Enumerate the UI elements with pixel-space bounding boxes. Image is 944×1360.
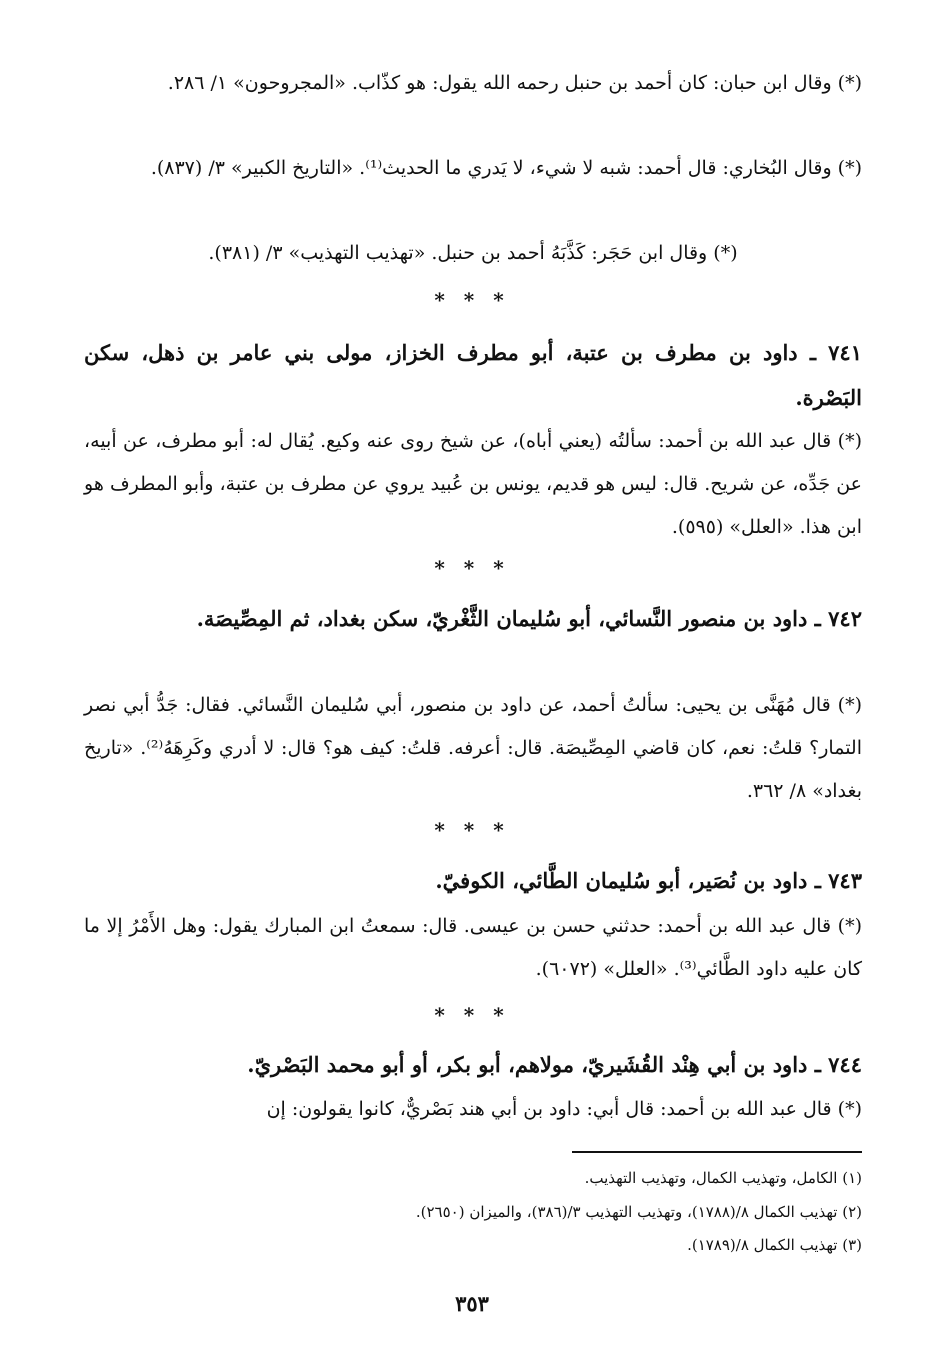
entry-heading-741: ٧٤١ ـ داود بن مطرف بن عتبة، أبو مطرف الخزاز، مولى بني عامر بن ذهل، سكن البَصْرة. <box>84 340 862 410</box>
entry-body-741: (*) قال عبد الله بن أحمد: سألتُه (يعني أباه)، عن شيخ روى عنه وكيع. يُقال له: أبو مطرف، عن أبيه، عن جَدِّه، عن شريح. قال: ليس هو قديم، يونس بن عُبيد يروي عن مطرف بن عتبة، وأبو المطرف هو ابن هذا. «العلل» (٥٩٥). <box>84 430 862 538</box>
entry-heading-743: ٧٤٣ ـ داود بن نُصَير، أبو سُليمان الطَّائي، الكوفيّ. <box>435 868 862 893</box>
paragraph-ibn-hajar: (*) وقال ابن حَجَر: كَذَّبَهُ أحمد بن حنبل. «تهذيب التهذيب» ٣/ (٣٨١). <box>208 242 738 264</box>
paragraph-ibn-hibban: (*) وقال ابن حبان: كان أحمد بن حنبل رحمه الله يقول: هو كذّاب. «المجروحون» ١/ ٢٨٦. <box>167 72 862 94</box>
separator-stars: * * * <box>434 818 510 842</box>
footnote-3: (٣) تهذيب الكمال ٨/(١٧٨٩). <box>687 1236 862 1254</box>
entry-body-742: (*) قال مُهَنَّى بن يحيى: سألتُ أحمد، عن داود بن منصور، أبي سُليمان النَّسائي. فقال: جَدُّ أبي نصر التمار؟ قلتُ: نعم، كان قاضي المِصِّيصَة. قال: أعرفه. قلتُ: كيف هو؟ قال: لا أدري وكَرِهَهُ⁽²⁾. «تاريخ بغداد» ٨/ ٣٦٢. <box>84 694 863 802</box>
page-number: ٣٥٣ <box>455 1291 489 1316</box>
separator-stars: * * * <box>434 1003 510 1027</box>
footnote-2: (٢) تهذيب الكمال ٨/(١٧٨٨)، وتهذيب التهذيب ٣/(٣٨٦)، والميزان (٢٦٥٠). <box>415 1203 862 1221</box>
paragraph-bukhari: (*) وقال البُخاري: قال أحمد: شبه لا شيء، لا يَدري ما الحديث⁽¹⁾. «التاريخ الكبير» ٣/ (٨٣٧). <box>150 157 862 179</box>
footnote-divider <box>572 1151 862 1153</box>
entry-heading-744: ٧٤٤ ـ داود بن أبي هِنْد القُشَيريّ، مولاهم، أبو بكر، أو أبو محمد البَصْريّ. <box>247 1052 862 1077</box>
separator-stars: * * * <box>434 288 510 312</box>
separator-stars: * * * <box>434 556 510 580</box>
entry-body-744: (*) قال عبد الله بن أحمد: قال أبي: داود بن أبي هند بَصْريٌّ، كانوا يقولون: إن <box>266 1098 862 1120</box>
entry-body-743: (*) قال عبد الله بن أحمد: حدثني حسن بن عيسى. قال: سمعتُ ابن المبارك يقول: وهل الأَمْرُ إلا ما كان عليه داود الطَّائي⁽³⁾. «العلل» (٦٠٧٢). <box>84 915 862 980</box>
entry-heading-742: ٧٤٢ ـ داود بن منصور النَّسائي، أبو سُليمان الثَّغْريّ، سكن بغداد، ثم المِصِّيصَة. <box>196 606 862 631</box>
footnote-1: (١) الكامل، وتهذيب الكمال، وتهذيب التهذيب. <box>584 1169 862 1187</box>
